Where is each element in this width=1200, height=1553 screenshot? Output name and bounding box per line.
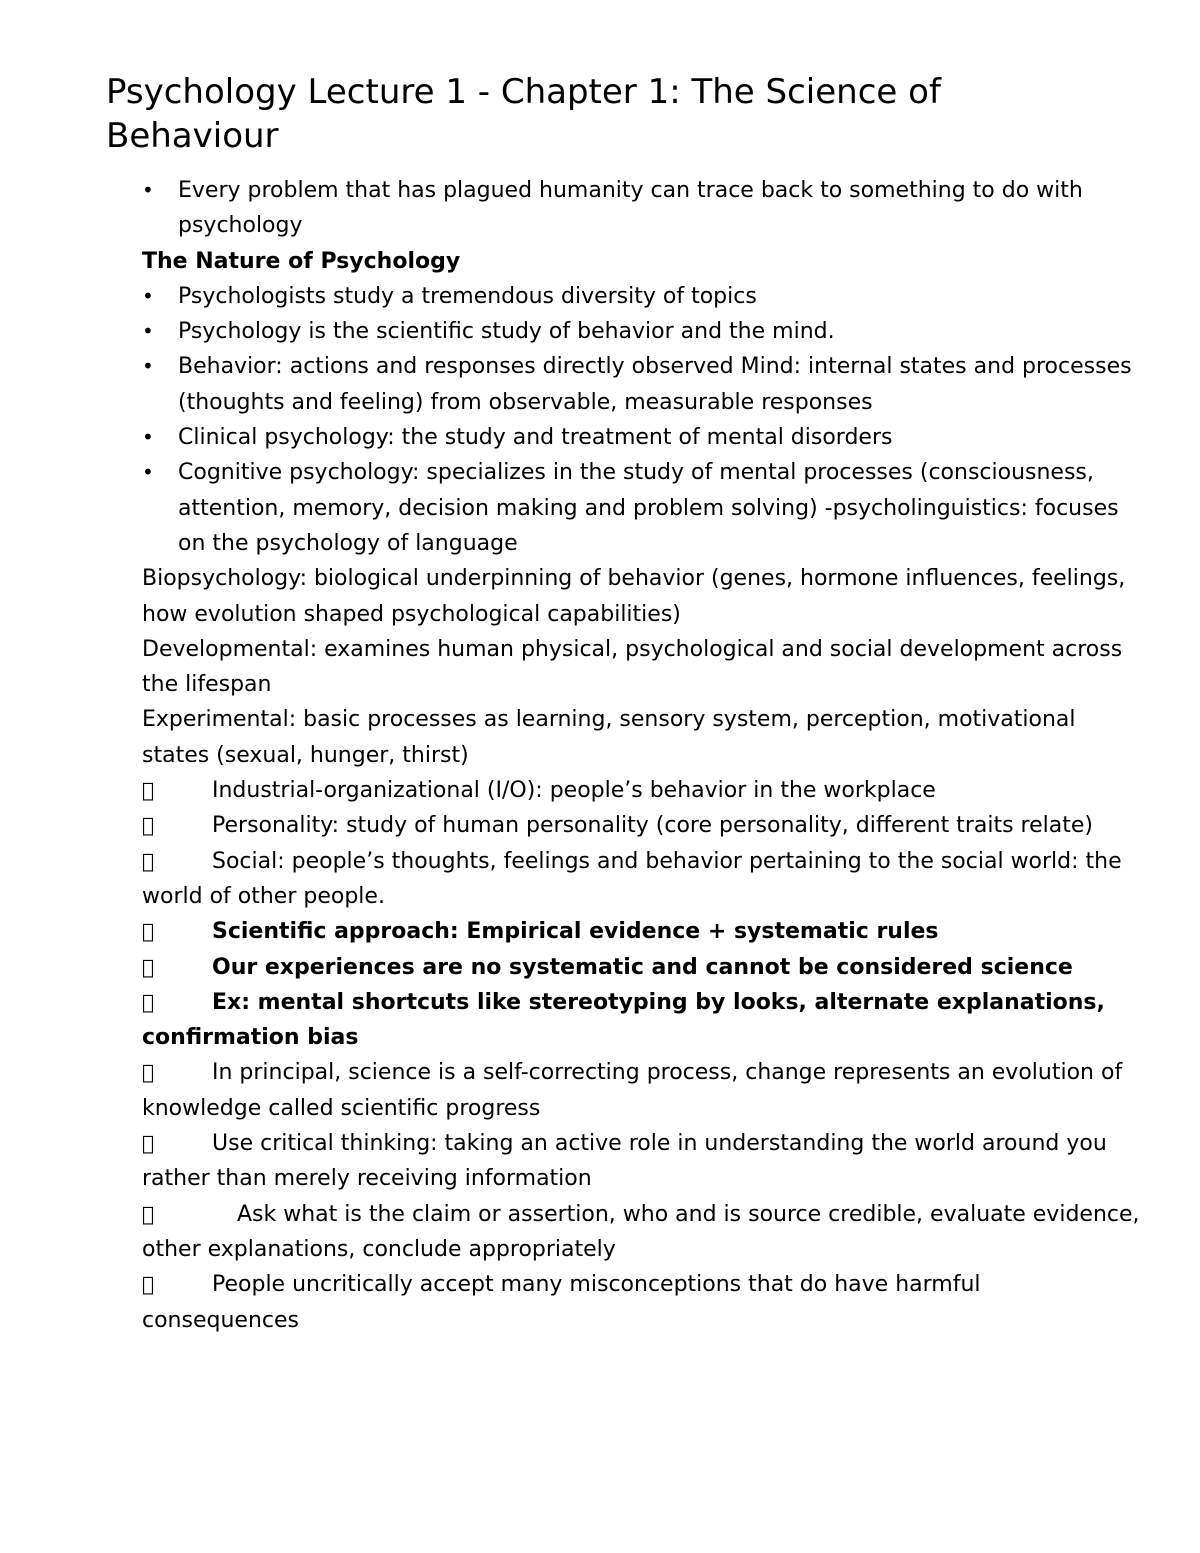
list-item-text: Personality: study of human personality (core personality, different traits relate) [212,813,1093,839]
list-item-text: Psychologists study a tremendous diversity of topics [178,283,757,309]
list-item-text: Use critical thinking: taking an active role in understanding the world around you rather than merely receiving information [142,1131,1107,1192]
document-body [142,173,1142,1338]
document-title: Psychology Lecture 1 - Chapter 1: The Science of Behaviour [106,72,941,156]
box-bullet-list [142,773,1142,1338]
bullet-icon: • [142,425,154,450]
paragraph: Biopsychology: biological underpinning of behavior (genes, hormone influences, feelings, how evolution shaped psychological capabilities) [142,566,1126,627]
list-item-text: Every problem that has plagued humanity can trace back to something to do with psychology [178,178,1083,239]
bullet-icon: • [142,460,154,485]
bullet-icon: • [142,354,154,379]
list-item [142,773,1142,808]
list-item-text: Industrial-organizational (I/O): people’s behavior in the workplace [212,778,936,804]
list-item-text: Ask what is the claim or assertion, who and is source credible, evaluate evidence, other explanations, conclude appropriately [142,1201,1140,1262]
list-item-text: People uncritically accept many misconceptions that do have harmful consequences [142,1272,981,1333]
list-item-text: Psychology is the scientific study of behavior and the mind. [178,319,835,345]
list-item-text: Clinical psychology: the study and treatment of mental disorders [178,425,893,451]
list-item [142,914,1142,949]
missing-glyph-icon [142,808,212,843]
intro-bullet-list [142,173,1142,244]
missing-glyph-icon [142,1055,212,1090]
list-item [142,1267,1142,1338]
list-item [142,420,1142,455]
missing-glyph-icon [142,950,212,985]
bullet-icon: • [142,283,154,308]
list-item-text: Ex: mental shortcuts like stereotyping by looks, alternate explanations, confirmation bias [142,989,1105,1051]
list-item [142,1197,1142,1268]
missing-glyph-icon [142,1267,212,1302]
list-item [142,950,1142,985]
missing-glyph-icon [142,1197,237,1232]
bullet-icon: • [142,178,154,202]
list-item [142,844,1142,915]
list-item [142,1055,1142,1126]
missing-glyph-icon [142,844,212,879]
list-item [142,455,1142,561]
list-item-text: Our experiences are no systematic and cannot be considered science [212,954,1073,980]
missing-glyph-icon [142,985,212,1020]
list-item [142,808,1142,843]
list-item [142,1126,1142,1197]
bullet-icon: • [142,319,154,344]
paragraph: Developmental: examines human physical, psychological and social development across the lifespan [142,636,1123,698]
list-item [142,314,1142,349]
list-item [142,279,1142,314]
section-heading: The Nature of Psychology [142,248,461,274]
list-item-text: Social: people’s thoughts, feelings and behavior pertaining to the social world: the world of other people. [142,848,1122,909]
list-item-text: In principal, science is a self-correcting process, change represents an evolution of knowledge called scientific progress [142,1060,1123,1121]
missing-glyph-icon [142,773,212,808]
paragraph-list [142,561,1142,773]
list-item-text: Cognitive psychology: specializes in the study of mental processes (consciousness, attention, memory, decision making and problem solving) -psycholinguistics: focuses on the psychology of language [178,460,1119,556]
nature-bullet-list [142,279,1142,561]
list-item-text: Scientific approach: Empirical evidence + systematic rules [212,919,939,945]
missing-glyph-icon [142,914,212,949]
list-item [142,985,1142,1056]
paragraph: Experimental: basic processes as learning, sensory system, perception, motivational states (sexual, hunger, thirst) [142,707,1076,768]
list-item-text: Behavior: actions and responses directly observed Mind: internal states and processes (thoughts and feeling) from observable, measurable responses [178,354,1132,415]
list-item [142,349,1142,420]
list-item [142,173,1142,244]
missing-glyph-icon [142,1126,212,1161]
